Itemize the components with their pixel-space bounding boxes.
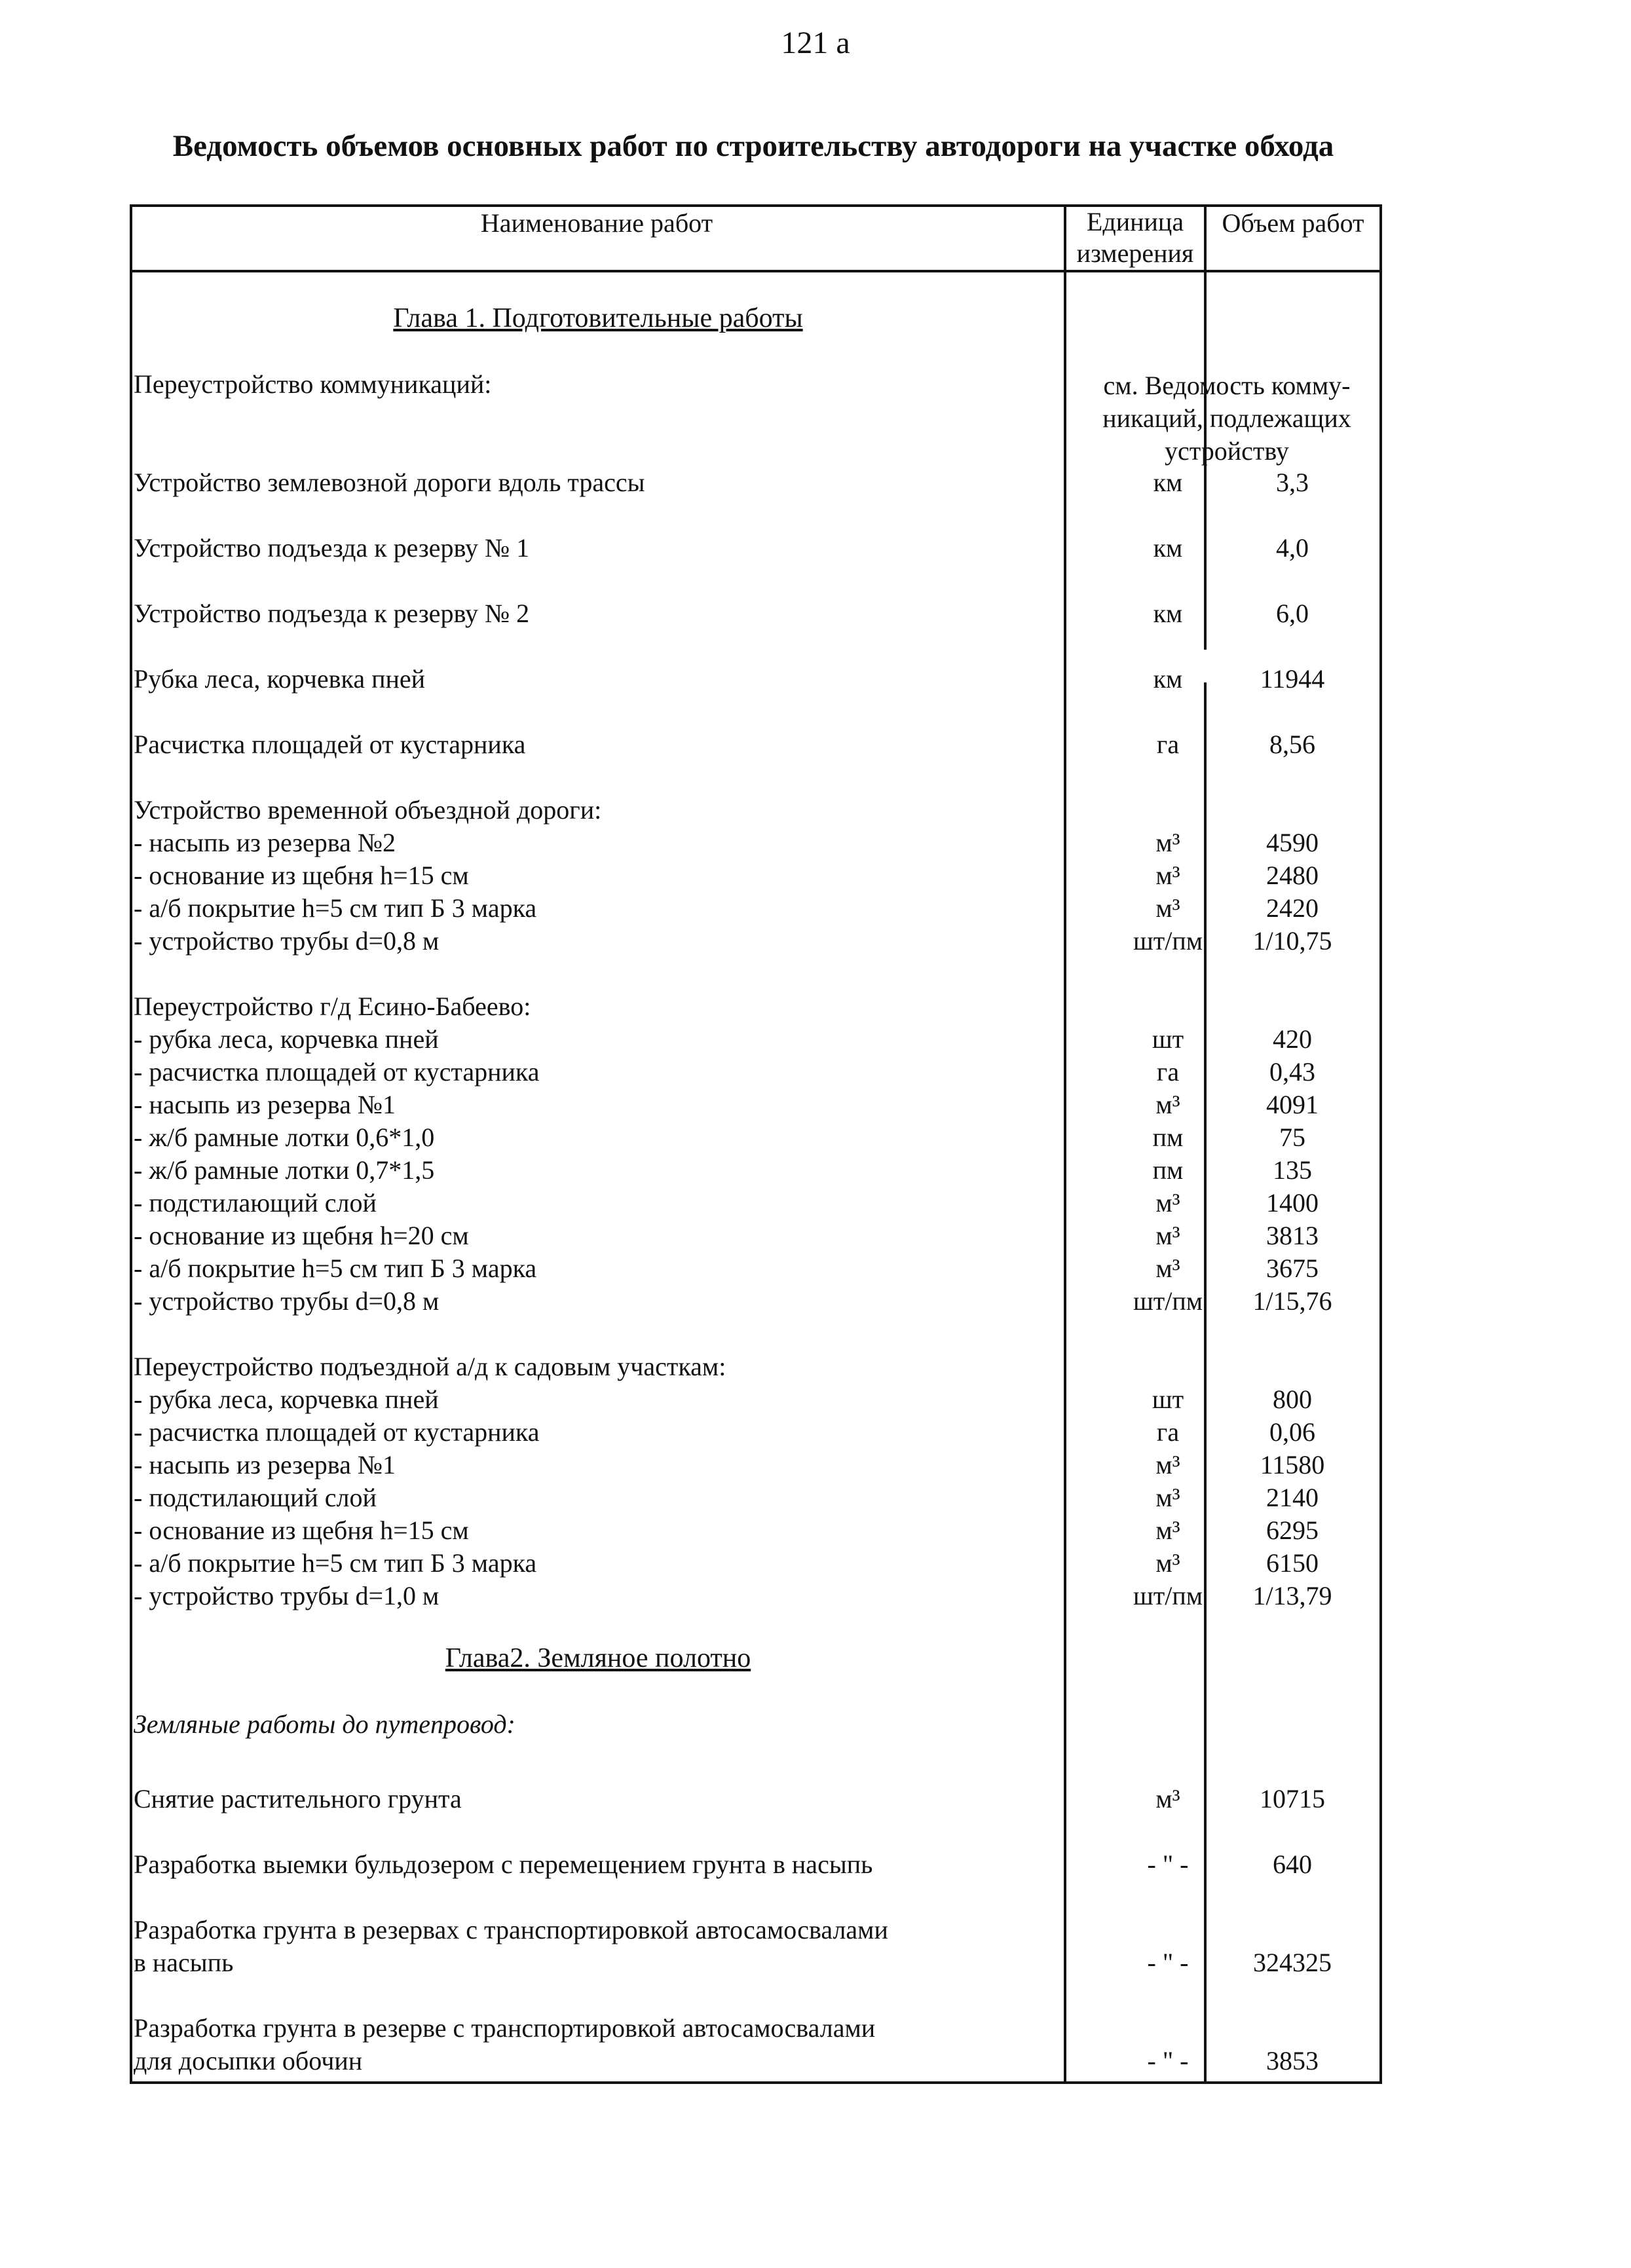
row-value: 420: [1273, 1024, 1312, 1054]
row-unit: м³: [1155, 1548, 1180, 1578]
row-name: - устройство трубы d=1,0 м: [134, 1581, 440, 1610]
row-unit: м³: [1155, 861, 1180, 890]
row-unit: - " -: [1147, 1850, 1189, 1879]
row-name: в насыпь: [134, 1948, 234, 1977]
table-row: [130, 1350, 1382, 1383]
header-name: Наименование работ: [480, 208, 713, 238]
row-name: Разработка грунта в резерве с транспортировкой автосамосвалами: [134, 2013, 876, 2043]
works-table: [130, 204, 1382, 2084]
row-value: 800: [1273, 1385, 1312, 1414]
row-name: - устройство трубы d=0,8 м: [134, 926, 440, 956]
row-unit: пм: [1152, 1155, 1184, 1185]
table-row: [130, 794, 1382, 827]
row-name: Устройство подъезда к резерву № 1: [134, 533, 530, 563]
row-value: 1400: [1266, 1188, 1319, 1218]
table-row: [130, 1580, 1382, 1612]
table-row: [130, 2012, 1382, 2045]
document-title: Ведомость объемов основных работ по строительству автодороги на участке обхода: [172, 129, 1334, 163]
row-unit: - " -: [1147, 2046, 1189, 2075]
row-unit: пм: [1152, 1123, 1184, 1152]
row-value: 3853: [1266, 2046, 1319, 2075]
row-value: 8,56: [1269, 730, 1315, 759]
row-name: - устройство трубы d=0,8 м: [134, 1286, 440, 1316]
row-unit: м³: [1155, 1483, 1180, 1512]
row-unit: км: [1153, 664, 1183, 694]
row-name: - основание из щебня h=15 см: [134, 1515, 469, 1545]
communications-note-line2: никаций, подлежащих: [1102, 403, 1351, 433]
row-value: 2140: [1266, 1483, 1319, 1512]
row-value: 1/10,75: [1252, 926, 1332, 956]
row-name: Рубка леса, корчевка пней: [134, 664, 426, 694]
row-unit: га: [1156, 1417, 1180, 1447]
row-unit: шт: [1152, 1385, 1184, 1414]
table-row: [130, 1088, 1382, 1121]
table-row: [130, 368, 1382, 401]
earthworks-subtitle: Земляные работы до путепровод:: [134, 1709, 516, 1739]
row-value: 324325: [1253, 1948, 1332, 1977]
row-value: 6295: [1266, 1515, 1319, 1545]
row-name: Переустройство подъездной а/д к садовым участкам:: [134, 1352, 726, 1381]
earthworks-subtitle-row: [130, 1708, 1382, 1741]
row-name: - расчистка площадей от кустарника: [134, 1057, 540, 1087]
row-unit: м³: [1155, 1254, 1180, 1283]
table-row: [130, 1219, 1382, 1252]
row-value: 0,06: [1269, 1417, 1315, 1447]
row-name: - насыпь из резерва №2: [134, 828, 396, 857]
row-unit: - " -: [1147, 1948, 1189, 1977]
table-row: [130, 1449, 1382, 1481]
row-unit: м³: [1155, 1188, 1180, 1218]
table-row: [130, 466, 1382, 499]
row-value: 4590: [1266, 828, 1319, 857]
chapter-2-title: Глава2. Земляное полотно: [445, 1643, 751, 1673]
table-row: [130, 1023, 1382, 1056]
row-name: - подстилающий слой: [134, 1483, 377, 1512]
row-value: 135: [1273, 1155, 1312, 1185]
row-name: Переустройство коммуникаций:: [134, 369, 492, 399]
row-value: 2480: [1266, 861, 1319, 890]
row-unit: шт: [1152, 1024, 1184, 1054]
row-value: 1/13,79: [1252, 1581, 1332, 1610]
row-value: 11580: [1260, 1450, 1325, 1479]
row-name: Расчистка площадей от кустарника: [134, 730, 526, 759]
row-name: - подстилающий слой: [134, 1188, 377, 1218]
table-row: [130, 1547, 1382, 1580]
row-name: - рубка леса, корчевка пней: [134, 1385, 439, 1414]
table-row: [130, 1056, 1382, 1088]
row-name: Устройство временной объездной дороги:: [134, 795, 602, 825]
row-name: Устройство подъезда к резерву № 2: [134, 599, 530, 628]
row-value: 11944: [1260, 664, 1325, 694]
table-row: [130, 925, 1382, 957]
table-row: [130, 827, 1382, 859]
table-row: [130, 1783, 1382, 1815]
table-row: [130, 1187, 1382, 1219]
table-row: [130, 1848, 1382, 1881]
communications-note-line3: устройству: [1165, 436, 1289, 466]
row-value: 3,3: [1276, 468, 1309, 497]
table-row: [130, 1946, 1382, 1979]
row-unit: м³: [1155, 1450, 1180, 1479]
row-unit: м³: [1155, 828, 1180, 857]
row-name: - ж/б рамные лотки 0,7*1,5: [134, 1155, 435, 1185]
row-name: - насыпь из резерва №1: [134, 1450, 396, 1479]
row-value: 3675: [1266, 1254, 1319, 1283]
row-value: 4091: [1266, 1090, 1319, 1119]
chapter-1-title: Глава 1. Подготовительные работы: [393, 303, 803, 333]
header-unit-line2: измерения: [1076, 238, 1194, 268]
table-row: [130, 1914, 1382, 1946]
table-row: [130, 728, 1382, 761]
row-unit: км: [1153, 533, 1183, 563]
table-row: [130, 2045, 1382, 2077]
table-row: [130, 1416, 1382, 1449]
row-name: для досыпки обочин: [134, 2046, 363, 2075]
table-row: [130, 1481, 1382, 1514]
row-name: Снятие растительного грунта: [134, 1784, 462, 1813]
row-value: 10715: [1260, 1784, 1325, 1813]
row-name: - ж/б рамные лотки 0,6*1,0: [134, 1123, 435, 1152]
row-name: - а/б покрытие h=5 см тип Б 3 марка: [134, 893, 537, 923]
row-value: 2420: [1266, 893, 1319, 923]
row-unit: м³: [1155, 1221, 1180, 1250]
header-unit-line1: Единица: [1086, 207, 1184, 236]
table-row: [130, 1154, 1382, 1187]
table-row: [130, 1383, 1382, 1416]
row-unit: га: [1156, 730, 1180, 759]
row-name: Переустройство г/д Есино-Бабеево:: [134, 992, 531, 1021]
row-unit: шт/пм: [1133, 1286, 1203, 1316]
row-name: Разработка грунта в резервах с транспортировкой автосамосвалами: [134, 1915, 888, 1944]
table-row: [130, 1252, 1382, 1285]
table-row: [130, 990, 1382, 1023]
row-unit: га: [1156, 1057, 1180, 1087]
row-name: - рубка леса, корчевка пней: [134, 1024, 439, 1054]
row-value: 4,0: [1276, 533, 1309, 563]
row-unit: км: [1153, 599, 1183, 628]
row-value: 6,0: [1276, 599, 1309, 628]
communications-note-line1: см. Ведомость комму-: [1103, 371, 1351, 400]
table-row: [130, 1121, 1382, 1154]
table-row: [130, 1514, 1382, 1547]
row-unit: м³: [1155, 1784, 1180, 1813]
row-name: - насыпь из резерва №1: [134, 1090, 396, 1119]
row-unit: м³: [1155, 1515, 1180, 1545]
table-row: [130, 663, 1382, 696]
table-row: [130, 597, 1382, 630]
row-value: 0,43: [1269, 1057, 1315, 1087]
row-value: 1/15,76: [1252, 1286, 1332, 1316]
table-row: [130, 892, 1382, 925]
row-value: 6150: [1266, 1548, 1319, 1578]
row-name: - расчистка площадей от кустарника: [134, 1417, 540, 1447]
row-unit: шт/пм: [1133, 1581, 1203, 1610]
table-bottom-border: [130, 2081, 1382, 2084]
row-value: 3813: [1266, 1221, 1319, 1250]
row-name: - основание из щебня h=20 см: [134, 1221, 469, 1250]
row-value: 640: [1273, 1850, 1312, 1879]
header-volume: Объем работ: [1222, 208, 1364, 238]
table-row: [130, 859, 1382, 892]
row-name: Разработка выемки бульдозером с перемещением грунта в насыпь: [134, 1850, 873, 1879]
row-name: Устройство землевозной дороги вдоль трассы: [134, 468, 645, 497]
row-name: - основание из щебня h=15 см: [134, 861, 469, 890]
row-name: - а/б покрытие h=5 см тип Б 3 марка: [134, 1254, 537, 1283]
table-row: [130, 532, 1382, 565]
row-unit: шт/пм: [1133, 926, 1203, 956]
row-name: - а/б покрытие h=5 см тип Б 3 марка: [134, 1548, 537, 1578]
table-row: [130, 1285, 1382, 1318]
row-value: 75: [1279, 1123, 1305, 1152]
row-unit: м³: [1155, 893, 1180, 923]
row-unit: км: [1153, 468, 1183, 497]
row-unit: м³: [1155, 1090, 1180, 1119]
page-number: 121 а: [781, 26, 850, 60]
